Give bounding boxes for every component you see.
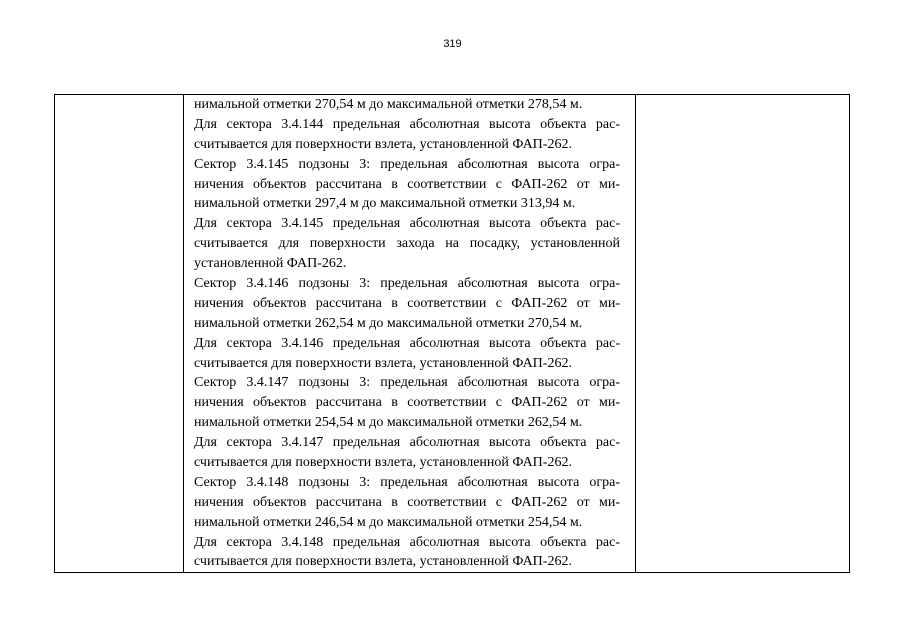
text-line: установленной ФАП-262. <box>194 256 347 272</box>
text-line: Сектор 3.4.146 подзоны 3: предельная абсолютная высота огра- <box>194 276 620 292</box>
table-cell-middle <box>194 95 620 572</box>
text-line: считывается для поверхности захода на посадку, установленной <box>194 236 620 252</box>
text-line: Сектор 3.4.147 подзоны 3: предельная абсолютная высота огра- <box>194 375 620 391</box>
text-line: считывается для поверхности взлета, установленной ФАП-262. <box>194 455 572 471</box>
text-line: Для сектора 3.4.147 предельная абсолютная высота объекта рас- <box>194 435 620 451</box>
text-line: ничения объектов рассчитана в соответствии с ФАП-262 от ми- <box>194 176 620 192</box>
text-line: ничения объектов рассчитана в соответствии с ФАП-262 от ми- <box>194 395 620 411</box>
text-line: считывается для поверхности взлета, установленной ФАП-262. <box>194 355 572 371</box>
text-line: Сектор 3.4.148 подзоны 3: предельная абсолютная высота огра- <box>194 474 620 490</box>
table-column-divider-left <box>183 95 184 572</box>
page-number: 319 <box>443 38 462 50</box>
text-line: ничения объектов рассчитана в соответствии с ФАП-262 от ми- <box>194 295 620 311</box>
text-line: считывается для поверхности взлета, установленной ФАП-262. <box>194 554 572 570</box>
text-line: Для сектора 3.4.146 предельная абсолютная высота объекта рас- <box>194 335 620 351</box>
text-line: Для сектора 3.4.144 предельная абсолютная высота объекта рас- <box>194 116 620 132</box>
text-line: нимальной отметки 262,54 м до максимальной отметки 270,54 м. <box>194 315 583 331</box>
text-line: Для сектора 3.4.145 предельная абсолютная высота объекта рас- <box>194 216 620 232</box>
text-line: нимальной отметки 254,54 м до максимальной отметки 262,54 м. <box>194 415 583 431</box>
text-line: Для сектора 3.4.148 предельная абсолютная высота объекта рас- <box>194 534 620 550</box>
text-line: нимальной отметки 297,4 м до максимальной отметки 313,94 м. <box>194 196 576 212</box>
text-line: Сектор 3.4.145 подзоны 3: предельная абсолютная высота огра- <box>194 156 620 172</box>
text-line: ничения объектов рассчитана в соответствии с ФАП-262 от ми- <box>194 494 620 510</box>
text-line: нимальной отметки 246,54 м до максимальной отметки 254,54 м. <box>194 514 583 530</box>
text-line: считывается для поверхности взлета, установленной ФАП-262. <box>194 136 572 152</box>
text-line: нимальной отметки 270,54 м до максимальной отметки 278,54 м. <box>194 97 583 112</box>
document-table <box>54 94 850 573</box>
table-column-divider-right <box>635 95 636 572</box>
